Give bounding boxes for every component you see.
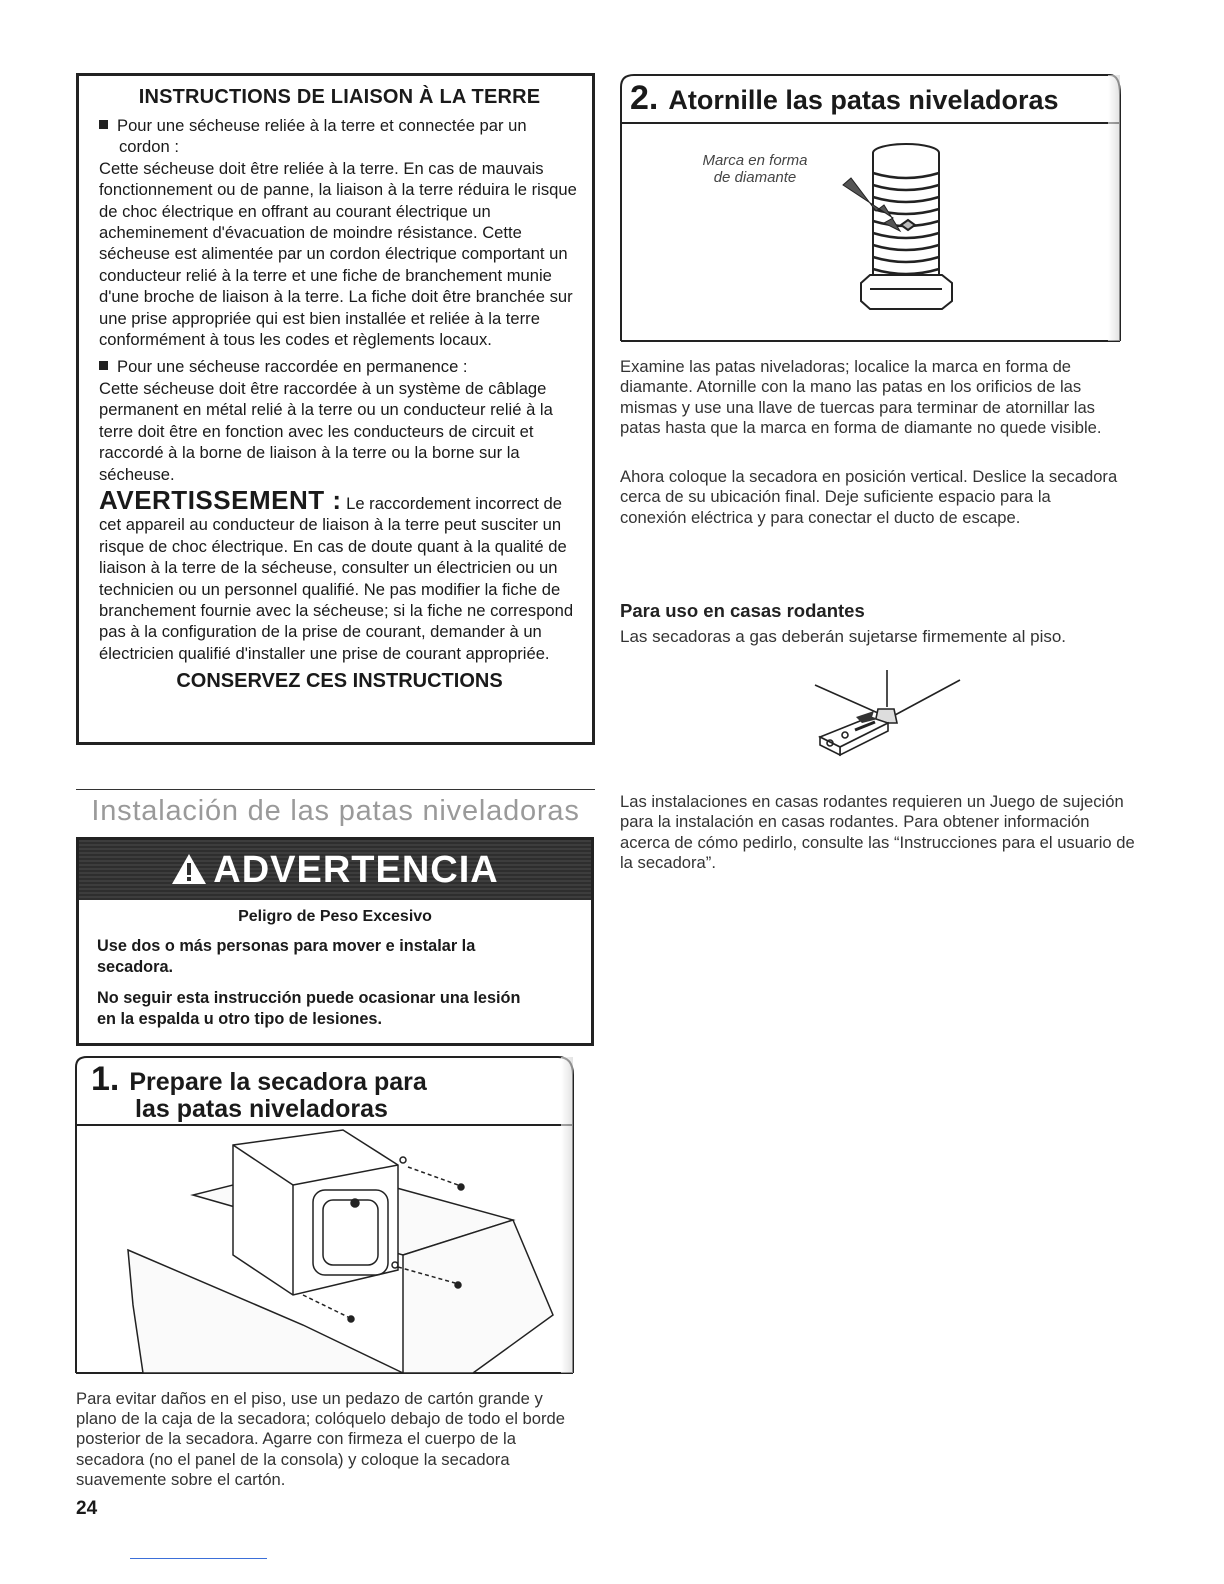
mobile-home-heading: Para uso en casas rodantes <box>620 600 865 621</box>
diamond-mark-label <box>690 152 820 186</box>
bullet-permanent-head: Pour une sécheuse raccordée en permanence : <box>117 357 468 377</box>
footer-rule <box>130 1558 267 1559</box>
advertencia-banner <box>79 840 591 900</box>
bullet-corded <box>99 115 580 158</box>
warning-triangle-icon <box>171 853 207 885</box>
page-number: 24 <box>76 1498 98 1519</box>
dryer-on-cardboard-illustration <box>128 1130 553 1373</box>
bullet-permanent <box>99 356 580 377</box>
grounding-instructions-box <box>76 73 595 745</box>
step2-caption-1: Examine las patas niveladoras; localice la marca en forma de diamante. Atornille con la mano las patas en los orificios de las mismas y use una llave de tuercas para terminar de atornillar las patas hasta que la marca en forma de diamante no quede visible. <box>620 357 1102 437</box>
advertencia-line-2: No seguir esta instrucción puede ocasionar una lesión en la espalda u otro tipo de lesiones. <box>97 989 521 1028</box>
step2-caption-2: Ahora coloque la secadora en posición vertical. Deslice la secadora cerca de su ubicación final. Deje suficiente espacio para la conexión eléctrica y para conectar el ducto de escape. <box>620 467 1118 527</box>
step2-title-text: Atornille las patas niveladoras <box>668 85 1059 115</box>
step1-number: 1. <box>91 1060 120 1098</box>
step1-title-line1: Prepare la secadora para <box>129 1068 427 1096</box>
bullet-permanent-body: Cette sécheuse doit être raccordée à un système de câblage permanent en métal relié à la terre ou un conducteur relié à la terre doit être en fonction avec les conducteurs de circuit et raccordé à la borne de liaison à la terre ou la borne sur la sécheuse. <box>99 378 553 484</box>
conserve-instructions: CONSERVEZ CES INSTRUCTIONS <box>176 670 503 693</box>
advertencia-box <box>76 837 594 1046</box>
avertissement-label: AVERTISSEMENT : <box>99 484 342 515</box>
leveling-leg-illustration <box>861 144 952 309</box>
section-divider <box>76 789 595 790</box>
step1-caption: Para evitar daños en el piso, use un pedazo de cartón grande y plano de la caja de la secadora; colóquelo debajo de todo el borde posterior de la secadora. Agarre con firmeza el cuerpo de la secadora (no el panel de la consola) y coloque la secadora suavemente sobre el cartón. <box>76 1389 565 1489</box>
mobile-home-kit-text: Las instalaciones en casas rodantes requieren un Juego de sujeción para la instalación en casas rodantes. Para obtener información acerca de cómo pedirlo, consulte las “Instrucciones para el usuario de la secadora”. <box>620 792 1135 872</box>
bullet-square-icon <box>99 361 108 370</box>
advertencia-subtitle: Peligro de Peso Excesivo <box>238 908 432 925</box>
diamond-mark-label-line2: de diamante <box>713 169 797 186</box>
avertissement-paragraph <box>99 484 580 664</box>
bullet-corded-body: Cette sécheuse doit être reliée à la terre. En cas de mauvais fonctionnement ou de panne, la liaison à la terre réduira le risque de choc électrique en offrant au courant électrique un acheminement d'évacuation de moindre résistance. Cette sécheuse est alimentée par un cordon électrique comportant un conducteur relié à la terre et une fiche de branchement munie d'une broche de liaison à la terre. La fiche doit être branchée sur une prise appropriée qui est bien installée et reliée à la terre conformément à tous les codes et règlements locaux. <box>99 158 577 350</box>
step2-title <box>630 79 1059 118</box>
avertissement-text: Le raccordement incorrect de cet appareil au conducteur de liaison à la terre peut susciter un risque de choc électrique. En cas de doute quant à la qualité de liaison à la terre de la sécheuse, consulter un électricien ou un technicien ou un personnel qualifié. Ne pas modifier la fiche de branchement fournie avec la sécheuse; si la fiche ne correspond pas à la configuration de la prise de courant, demander à un électricien qualifié d'installer une prise de courant appropriée. <box>99 493 574 663</box>
tie-down-bracket-illustration <box>800 665 970 780</box>
grounding-title: INSTRUCTIONS DE LIAISON À LA TERRE <box>138 86 541 108</box>
step1-title-line2: las patas niveladoras <box>135 1095 388 1123</box>
diamond-mark-label-line1: Marca en forma <box>702 152 808 169</box>
bullet-corded-head: Pour une sécheuse reliée à la terre et connectée par un cordon : <box>117 116 527 157</box>
bullet-square-icon <box>99 120 108 129</box>
step2-number: 2. <box>630 79 659 117</box>
mobile-home-text: Las secadoras a gas deberán sujetarse firmemente al piso. <box>620 627 1067 646</box>
step1-title <box>91 1060 427 1123</box>
advertencia-banner-text: ADVERTENCIA <box>213 849 499 891</box>
section-title: Instalación de las patas niveladoras <box>91 795 580 827</box>
advertencia-line-1: Use dos o más personas para mover e instalar la secadora. <box>97 937 476 976</box>
